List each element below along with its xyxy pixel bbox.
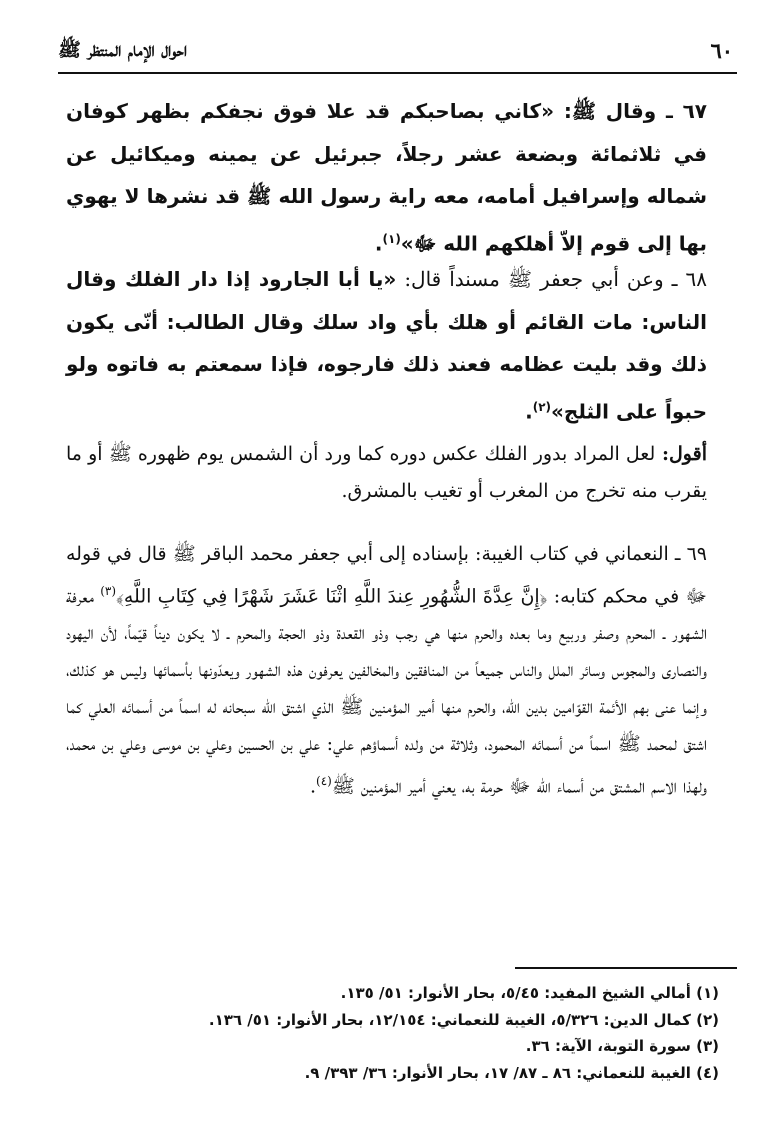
paragraph-69-text-continued: معرفة الشهور ـ المحرم وصفر وربيع وما بعده والحرم منها هي رجب وذو القعدة وذو الحجة والمحرم ـ لا يكون ديناً قيّماً، لأن اليهود والنصارى والمجوس وسائر الملل والناس جميعاً من المنافقين والمخالفين يعرفون هذه الشهور ويعدّونها بأسمائها وليس هو كذلك، وإنما عنى بهم الأئمة القوّامين بدين الله، والحرم منها أمير المؤمنين ﷺ الذي اشتق الله سبحانه له اسماً من أسمائه العلي كما اشتق لمحمد ﷺ اسماً من أسمائه المحمود، وثلاثة من ولده أسماؤهم علي: علي بن الحسين وعلي بن موسى وعلي بن محمد، ولهذا الاسم المشتق من أسماء الله ﷻ حرمة به، يعني أمير المؤمنين ﷺ (66, 585, 707, 798)
footnote-1: (١) أمالي الشيخ المفيد: ٥/٤٥، بحار الأنوار: ٥١/ ١٣٥. (340, 984, 719, 1002)
commentary-text: لعل المراد بدور الفلك عكس دوره كما ورد أن الشمس يوم ظهوره ﷺ أو ما يقرب منه تخرج من المغرب أو تغيب بالمشرق. (66, 443, 707, 502)
paragraph-69-text: ٦٩ ـ النعماني في كتاب الغيبة: بإسناده إلى أبي جعفر محمد الباقر ﷺ قال في قوله ﷻ في محكم كتابه: ﴿إِنَّ عِدَّةَ الشُّهُورِ عِندَ اللَّهِ اثْنَا عَشَرَ شَهْرًا فِي كِتَابِ اللَّهِ﴾ (66, 543, 707, 608)
paragraph-67-lead: ٦٧ ـ وقال ﷺ: (554, 99, 707, 123)
footnote-2: (٢) كمال الدين: ٥/٣٢٦، الغيبة للنعماني: ١٢/١٥٤، بحار الأنوار: ٥١/ ١٣٦. (208, 1010, 719, 1029)
paragraph-68 (66, 258, 707, 433)
footnote-separator (515, 967, 737, 969)
running-title: احوال الإمام المنتظر ﷺ (58, 39, 188, 61)
paragraph-67 (66, 90, 707, 265)
page-header (58, 38, 737, 72)
paragraph-67-end: . (374, 231, 383, 256)
page-number: ٦٠ (710, 38, 733, 63)
footnote-ref-4[interactable]: (٤) (316, 774, 332, 789)
footnotes (40, 980, 719, 1086)
footnote-ref-1[interactable]: (١) (382, 231, 401, 246)
commentary-paragraph (66, 436, 707, 510)
commentary-lead: أقول: (655, 443, 707, 465)
paragraph-69 (66, 536, 707, 806)
paragraph-68-end: . (525, 399, 533, 424)
paragraph-69-end: . (309, 775, 317, 798)
footnote-4: (٤) الغيبة للنعماني: ٨٦ ـ ٨٧/ ١٧، بحار الأنوار: ٣٦/ ٣٩٣/ ٩. (304, 1063, 719, 1082)
paragraph-68-lead: ٦٨ ـ وعن أبي جعفر ﷺ مسنداً قال: (396, 267, 707, 291)
footnote-3: (٣) سورة التوبة، الآية: ٣٦. (525, 1037, 719, 1055)
paragraph-68-text: «يا أبا الجارود إذا دار الفلك وقال الناس: مات القائم أو هلك بأي واد سلك وقال الطالب: أنّى يكون ذلك وقد بليت عظامه فعند ذلك فارجوه، فإذا سمعتم به فاتوه ولو حبواً على الثلج» (66, 267, 707, 424)
footnote-ref-2[interactable]: (٢) (532, 399, 551, 414)
footnote-ref-3[interactable]: (٣) (100, 584, 117, 598)
header-rule (58, 72, 737, 74)
paragraph-67-text: «كاني بصاحبكم قد علا فوق نجفكم بظهر كوفان في ثلاثمائة وبضعة عشر رجلاً، جبرئيل عن يمينه وميكائيل عن شماله وإسرافيل أمامه، معه راية رسول الله ﷺ قد نشرها لا يهوي بها إلى قوم إلاّ أهلكهم الله ﷻ» (66, 99, 707, 256)
